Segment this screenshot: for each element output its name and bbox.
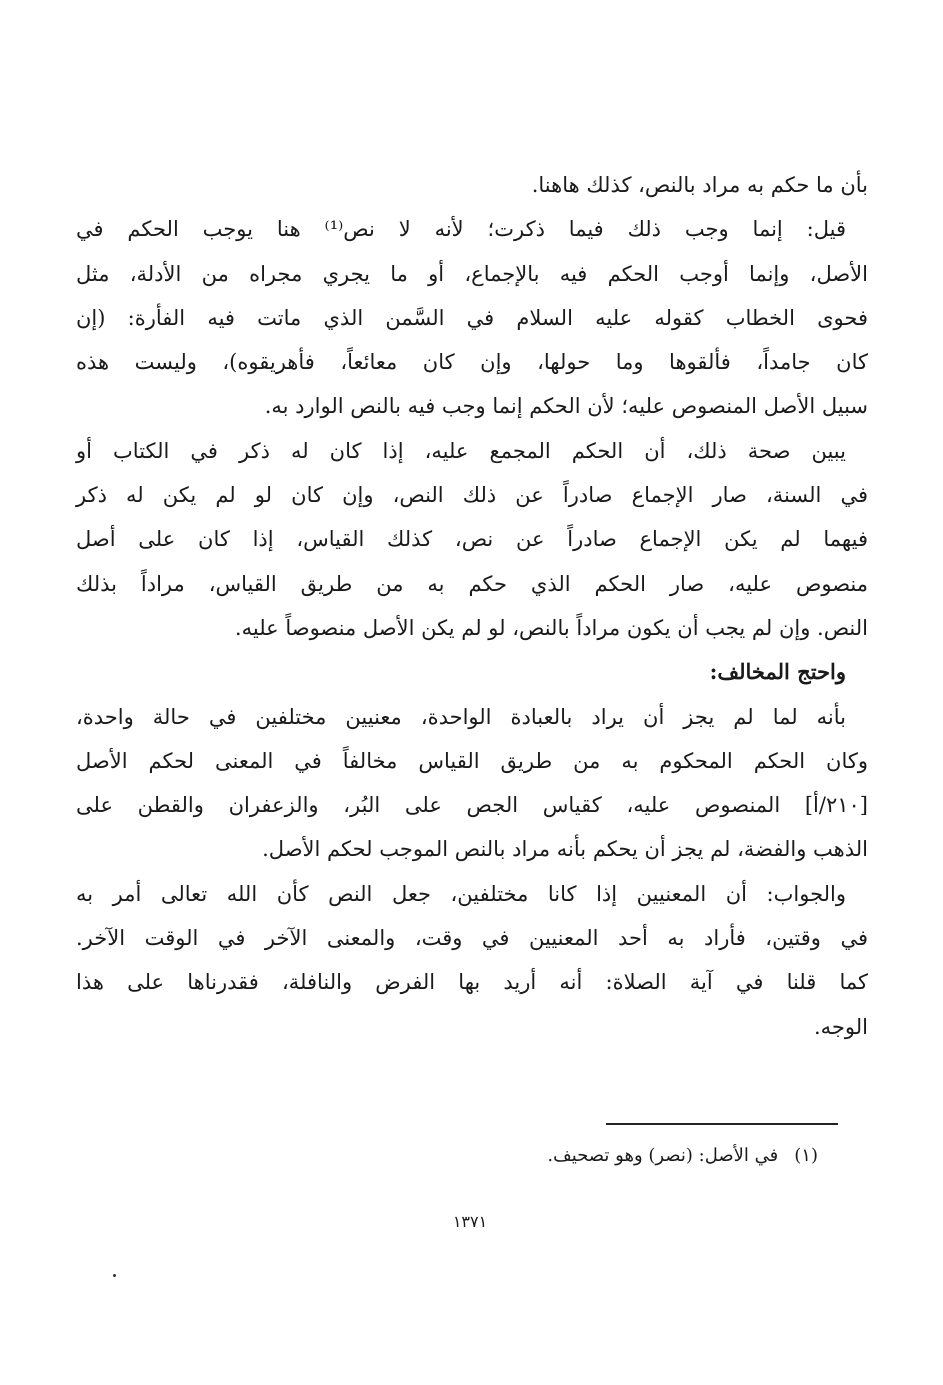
text-line: الوجه. (814, 1014, 868, 1039)
text-line: في وقتين، فأراد به أحد المعنيين في وقت، والمعنى الآخر في الوقت الآخر. (76, 926, 868, 951)
scan-speck (113, 1274, 116, 1277)
text-line: فيهما لم يكن الإجماع صادراً عن نص، كذلك القياس، إذا كان على أصل (76, 527, 868, 552)
footnote-number: (١) (794, 1145, 818, 1166)
text-line: الأصل، وإنما أوجب الحكم فيه بالإجماع، أو ما يجري مجراه من الأدلة، مثل (76, 261, 868, 286)
text-line: سبيل الأصل المنصوص عليه؛ لأن الحكم إنما وجب فيه بالنص الوارد به. (264, 394, 868, 419)
text-line: كان جامداً، فألقوها وما حولها، وإن كان معائعاً، فأهريقوه)، وليست هذه (76, 350, 868, 375)
text-line: فحوى الخطاب كقوله عليه السلام في السَّمن الذي ماتت فيه الفأرة: (إن (76, 305, 868, 330)
text-line: والجواب: أن المعنيين إذا كانا مختلفين، جعل النص كأن الله تعالى أمر به (76, 881, 846, 906)
text-line: يبين صحة ذلك، أن الحكم المجمع عليه، إذا كان له ذكر في الكتاب أو (76, 438, 846, 463)
text-line: وكان الحكم المحكوم به من طريق القياس مخالفاً في المعنى لحكم الأصل (76, 748, 868, 773)
main-text (76, 163, 868, 1049)
text-line: النص. وإن لم يجب أن يكون مراداً بالنص، لو لم يكن الأصل منصوصاً عليه. (234, 615, 868, 640)
footnote (547, 1140, 818, 1172)
text-line: بأن ما حكم به مراد بالنص، كذلك هاهنا. (531, 173, 868, 197)
text-line: منصوص عليه، صار الحكم الذي حكم به من طريق القياس، مراداً بذلك (76, 571, 868, 596)
text-line: قيل: إنما وجب ذلك فيما ذكرت؛ لأنه لا نص⁽¹⁾ هنا يوجب الحكم في (76, 217, 846, 242)
footnote-text: في الأصل: (نصر) وهو تصحيف. (547, 1145, 779, 1166)
text-line: الذهب والفضة، لم يجز أن يحكم بأنه مراد بالنص الموجب لحكم الأصل. (262, 837, 868, 862)
page-number: ١٣٧١ (452, 1212, 488, 1231)
footnote-divider (606, 1123, 838, 1125)
text-line: بأنه لما لم يجز أن يراد بالعبادة الواحدة، معنيين مختلفين في حالة واحدة، (76, 704, 846, 729)
text-line: [٢١٠/أ] المنصوص عليه، كقياس الجص على البُر، والزعفران والقطن على (76, 793, 868, 818)
section-heading: واحتج المخالف: (709, 659, 846, 685)
text-line: كما قلنا في آية الصلاة: أنه أريد بها الفرض والنافلة، فقدرناها على هذا (76, 970, 868, 995)
text-line: في السنة، صار الإجماع صادراً عن ذلك النص، وإن كان لو لم يكن له ذكر (76, 483, 868, 508)
